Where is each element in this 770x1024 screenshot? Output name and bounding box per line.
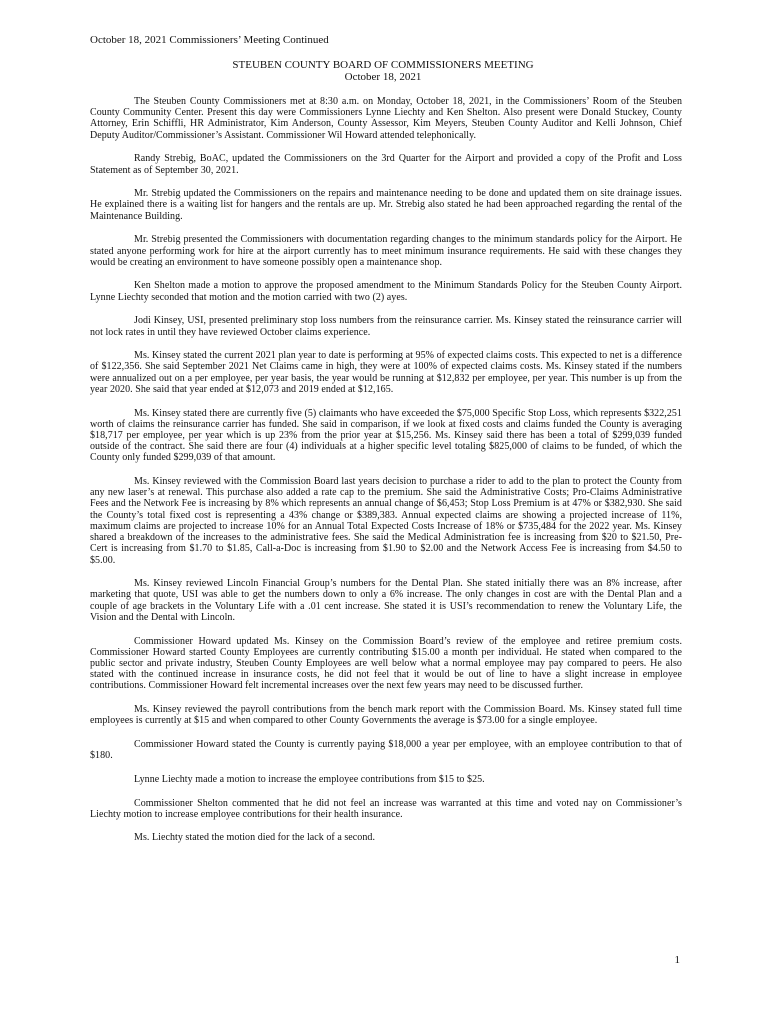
meeting-date: October 18, 2021	[344, 70, 422, 83]
paragraph-motion-increase: Lynne Liechty made a motion to increase the employee contributions from $15 to $25.	[134, 773, 485, 785]
paragraph-attendance: The Steuben County Commissioners met at 8:30 a.m. on Monday, October 18, 2021, in the Commissioners’ Room of the Steuben County Community Center. Present this day were Commissioners Lynne Liechty and Ken Shelton. Also present were Donald Stuckey, County Attorney, Erin Schiffli, HR Administrator, Kim Anderson, County Assessor, Kim Meyers, Steuben County Auditor and Kelli Johnson, Chief Deputy Auditor/Commissioner’s Assistant. Commissioner Wil Howard attended telephonically.	[90, 96, 682, 141]
minutes-body	[90, 96, 682, 844]
paragraph-premium-costs: Commissioner Howard updated Ms. Kinsey on the Commission Board’s review of the employee and retiree premium costs. Commissioner Howard started County Employees are currently contributing $15.00 a month per individual. He stated when compared to the public sector and private industry, Steuben County Employees are well below what a normal employee may pay compared to peers. He also stated with the continued increase in insurance costs, he did not feel that it would be out of line to have a slight increase in employee contributions. Commissioner Howard felt incremental increases over the next few years may need to be discussed further.	[90, 635, 682, 692]
paragraph-motion-standards: Ken Shelton made a motion to approve the proposed amendment to the Minimum Standards Policy for the Steuben County Airport. Lynne Liechty seconded that motion and the motion carried with two (2) ayes.	[90, 280, 682, 303]
paragraph-stop-loss: Jodi Kinsey, USI, presented preliminary stop loss numbers from the reinsurance carrier. Ms. Kinsey stated the reinsurance carrier will not lock rates in until they have reviewed October claims experience.	[90, 315, 682, 338]
page-number: 1	[674, 954, 680, 966]
running-header: October 18, 2021 Commissioners’ Meeting Continued	[90, 34, 329, 46]
paragraph-rider-review: Ms. Kinsey reviewed with the Commission Board last years decision to purchase a rider to add to the plan to protect the County from any new laser’s at renewal. This purchase also added a rate cap to the premium. She said the Administrative Costs; Pro-Claims Administrative Fees and the Network Fee is increasing by 8% which represents an annual change of $6,453; Stop Loss Premium is at 47% or $382,930. She said the County’s total fixed cost is representing a 43% change or $389,383. Annual expected claims are showing a projected increase of 11%, maximum claims are projected to increase 10% for an Annual Total Expected Costs Increase of 18% or $735,484 for the 2022 year. Ms. Kinsey shared a breakdown of the increases to the administrative fees. She said the Medical Administration fee is increasing from $20 to $21.50, Pre-Cert is increasing from $1.70 to $1.85, Call-a-Doc is increasing from $1.90 to $2.00 and the Network Access Fee is increasing from $4.50 to $5.00.	[90, 476, 682, 566]
paragraph-airport-quarter: Randy Strebig, BoAC, updated the Commissioners on the 3rd Quarter for the Airport and provided a copy of the Profit and Loss Statement as of September 30, 2021.	[90, 153, 682, 176]
paragraph-airport-repairs: Mr. Strebig updated the Commissioners on the repairs and maintenance needing to be done and updated them on site drainage issues. He explained there is a waiting list for hangers and the rentals are up. Mr. Strebig also stated he had been approached regarding the rental of the Maintenance Building.	[90, 188, 682, 222]
document-title: STEUBEN COUNTY BOARD OF COMMISSIONERS MEETING	[232, 59, 534, 71]
paragraph-payroll-contributions: Ms. Kinsey reviewed the payroll contributions from the bench mark report with the Commission Board. Ms. Kinsey stated full time employees is currently at $15 and when compared to other County Governments the average is $73.00 for a single employee.	[90, 704, 682, 727]
paragraph-claimants: Ms. Kinsey stated there are currently five (5) claimants who have exceeded the $75,000 Specific Stop Loss, which represents $322,251 worth of claims the reinsurance carrier has funded. She said in comparison, if we look at fixed costs and claims funded the County is averaging $18,717 per employee, per year which is up 23% from the prior year at $15,256. Ms. Kinsey said there has been a total of $299,039 funded outside of the contract. She said there are four (4) individuals at a higher specific level totaling $825,000 of claims to be funded, of which the County only funded $299,039 of that amount.	[90, 407, 682, 464]
paragraph-dental-plan: Ms. Kinsey reviewed Lincoln Financial Group’s numbers for the Dental Plan. She stated initially there was an 8% increase, after marketing that quote, USI was able to get the numbers down to only a 6% increase. The only changes in cost are with the Dental Plan and a couple of age brackets in the Voluntary Life with a .01 cent increase. She stated it is USI’s recommendation to renew the Voluntary Life, the Vision and the Dental with Lincoln.	[90, 578, 682, 623]
paragraph-county-paying: Commissioner Howard stated the County is currently paying $18,000 a year per employee, with an employee contribution to that of $180.	[90, 738, 682, 762]
paragraph-minimum-standards: Mr. Strebig presented the Commissioners with documentation regarding changes to the minimum standards policy for the Airport. He stated anyone performing work for hire at the airport currently has to meet minimum insurance requirements. He said with these changes they would be creating an environment to have someone possibly open a maintenance shop.	[90, 234, 682, 268]
paragraph-plan-year: Ms. Kinsey stated the current 2021 plan year to date is performing at 95% of expected claims costs. This expected to net is a difference of $122,356. She said September 2021 Net Claims came in high, they were at 100% of expected claims costs. Ms. Kinsey stated if the numbers were annualized out on a per employee, per year basis, the year would be running at $12,832 per employee, per year. This number is up from the year 2020. She said that year ended at $12,073 and 2019 ended at $12,165.	[90, 350, 682, 395]
paragraph-shelton-comment: Commissioner Shelton commented that he did not feel an increase was warranted at this time and voted nay on Commissioner’s Liechty motion to increase employee contributions for their health insurance.	[90, 797, 682, 820]
title-block	[90, 60, 676, 83]
paragraph-motion-died: Ms. Liechty stated the motion died for the lack of a second.	[134, 832, 375, 844]
